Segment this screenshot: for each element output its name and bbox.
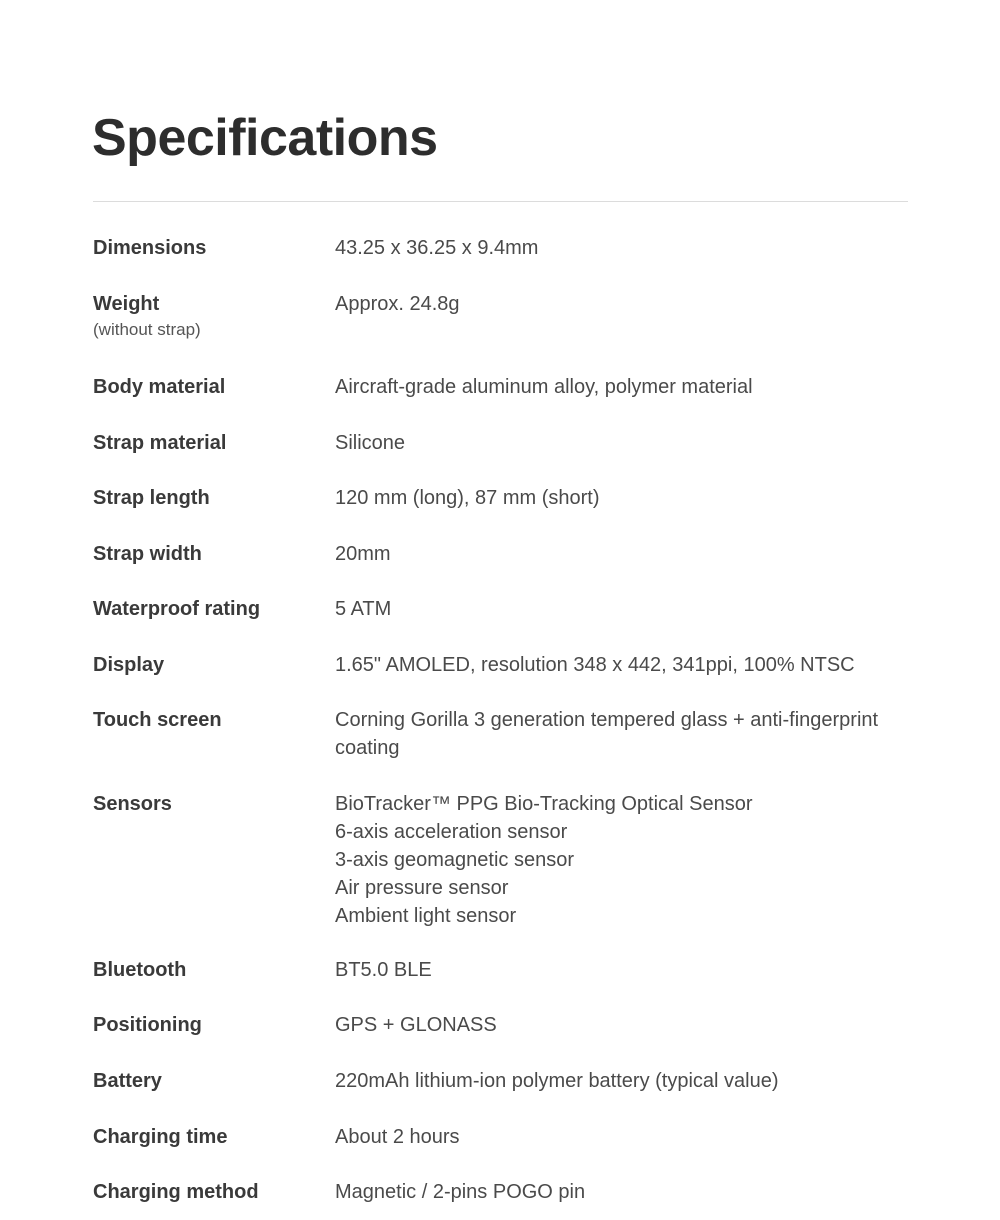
spec-value: 43.25 x 36.25 x 9.4mm [335, 237, 539, 259]
spec-label: Charging time [93, 1126, 228, 1148]
spec-value [335, 706, 945, 762]
spec-value: 20mm [335, 543, 391, 565]
spec-label: Battery [93, 1070, 162, 1092]
spec-label: Positioning [93, 1014, 202, 1036]
spec-value: About 2 hours [335, 1126, 460, 1148]
spec-value-line: 3-axis geomagnetic sensor [335, 849, 575, 871]
spec-label: Dimensions [93, 237, 207, 259]
spec-label: Touch screen [93, 709, 222, 731]
spec-value: Magnetic / 2-pins POGO pin [335, 1181, 586, 1203]
spec-value-line: Corning Gorilla 3 generation tempered glass + anti-fingerprint [335, 709, 879, 731]
spec-value-line: coating [335, 737, 400, 759]
spec-label: Body material [93, 376, 226, 398]
title-divider [93, 201, 908, 202]
spec-sublabel: (without strap) [93, 320, 201, 339]
spec-value [335, 790, 945, 930]
spec-label: Strap material [93, 432, 227, 454]
spec-label: Sensors [93, 793, 172, 815]
spec-label: Charging method [93, 1181, 259, 1203]
spec-value-line: Air pressure sensor [335, 877, 509, 899]
spec-value: Silicone [335, 432, 406, 454]
spec-value: Approx. 24.8g [335, 293, 460, 315]
spec-value: GPS + GLONASS [335, 1014, 497, 1036]
spec-label: Bluetooth [93, 959, 187, 981]
spec-label: Waterproof rating [93, 598, 261, 620]
spec-value: 1.65" AMOLED, resolution 348 x 442, 341ppi, 100% NTSC [335, 654, 855, 676]
spec-value: 120 mm (long), 87 mm (short) [335, 487, 600, 509]
spec-value-line: Ambient light sensor [335, 905, 517, 927]
spec-label: Display [93, 654, 165, 676]
spec-value: BT5.0 BLE [335, 959, 432, 981]
spec-label: Weight [93, 293, 160, 315]
spec-label: Strap length [93, 487, 210, 509]
spec-value: Aircraft-grade aluminum alloy, polymer material [335, 376, 753, 398]
spec-value: 220mAh lithium-ion polymer battery (typical value) [335, 1070, 779, 1092]
page-title: Specifications [92, 109, 438, 167]
spec-label: Strap width [93, 543, 202, 565]
spec-value: 5 ATM [335, 598, 392, 620]
spec-value-line: 6-axis acceleration sensor [335, 821, 568, 843]
spec-value-line: BioTracker™ PPG Bio-Tracking Optical Sensor [335, 793, 753, 815]
